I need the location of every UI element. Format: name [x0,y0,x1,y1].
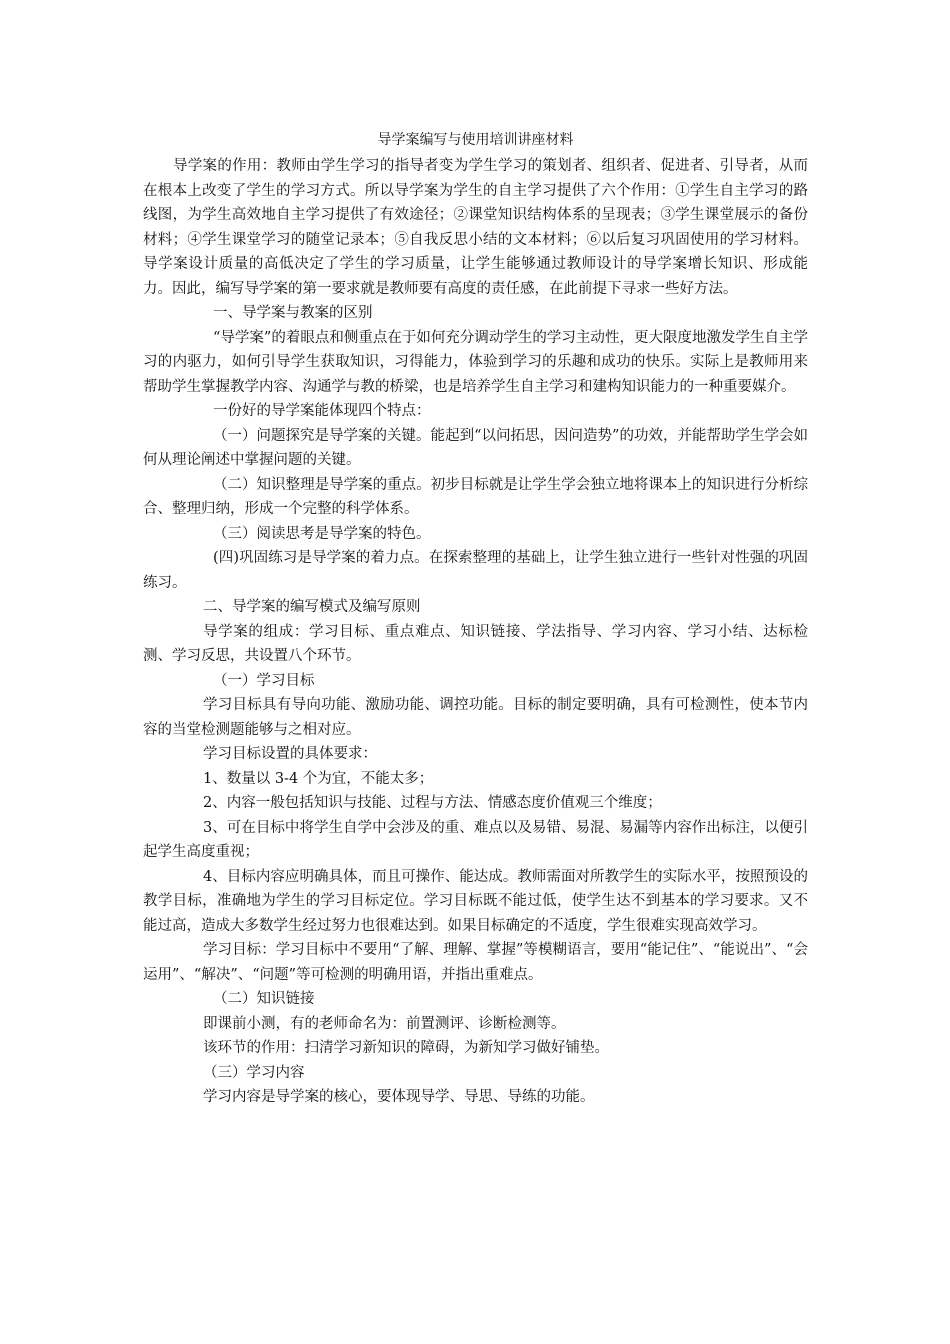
list-item: 3、可在目标中将学生自学中会涉及的重、难点以及易错、易混、易漏等内容作出标注，以便引起学生高度重视； [143,819,808,860]
paragraph: （二）知识整理是导学案的重点。初步目标就是让学生学会独立地将课本上的知识进行分析综合、整理归纳，形成一个完整的科学体系。 [143,476,808,517]
paragraph: 学习目标：学习目标中不要用“了解、理解、掌握”等模糊语言，要用“能记住”、“能说出”、“会运用”、“解决”、“问题”等可检测的明确用语，并指出重难点。 [143,942,808,983]
paragraph: 学习目标具有导向功能、激励功能、调控功能。目标的制定要明确，具有可检测性，使本节内容的当堂检测题能够与之相对应。 [143,697,808,738]
paragraph: 一份好的导学案能体现四个特点： [213,403,431,419]
paragraph: 学习内容是导学案的核心，要体现导学、导思、导练的功能。 [203,1089,595,1105]
paragraph-intro: 导学案的作用：教师由学生学习的指导者变为学生学习的策划者、组织者、促进者、引导者，从而在根本上改变了学生的学习方式。所以导学案为学生的自主学习提供了六个作用：①学生自主学习的路线图，为学生高效地自主学习提供了有效途径；②课堂知识结构体系的呈现表；③学生课堂展示的备份材料；④学生课堂学习的随堂记录本；⑤自我反思小结的文本材料；⑥以后复习巩固使用的学习材料。导学案设计质量的高低决定了学生的学习质量，让学生能够通过教师设计的导学案增长知识、形成能力。因此，编写导学案的第一要求就是教师要有高度的责任感，在此前提下寻求一些好方法。 [143,158,808,297]
document-title: 导学案编写与使用培训讲座材料 [377,132,574,148]
section-heading: 二、导学案的编写模式及编写原则 [203,599,421,615]
paragraph: （三）阅读思考是导学案的特色。 [213,525,431,542]
paragraph: 导学案的组成：学习目标、重点难点、知识链接、学法指导、学习内容、学习小结、达标检测、学习反思，共设置八个环节。 [143,623,808,664]
list-item: 2、内容一般包括知识与技能、过程与方法、情感态度价值观三个维度； [203,795,662,811]
list-item: 1、数量以 3-4 个为宜，不能太多； [203,770,434,787]
list-item: 4、目标内容应明确具体，而且可操作、能达成。教师需面对所教学生的实际水平，按照预设的教学目标，准确地为学生的学习目标定位。学习目标既不能过低，使学生达不到基本的学习要求。又不能过高，造成大多数学生经过努力也很难达到。如果目标确定的不适度，学生很难实现高效学习。 [143,868,808,934]
paragraph: 学习目标设置的具体要求： [203,746,377,762]
document-body [143,128,808,1110]
paragraph: (四)巩固练习是导学案的着力点。在探索整理的基础上，让学生独立进行一些针对性强的巩固练习。 [143,550,808,591]
subsection-heading: （一）学习目标 [213,672,315,689]
subsection-heading: （二）知识链接 [213,991,315,1007]
paragraph: （一）问题探究是导学案的关键。能起到“以问拓思，因问造势”的功效，并能帮助学生学会如何从理论阐述中掌握问题的关键。 [143,427,808,468]
paragraph: 该环节的作用：扫清学习新知识的障碍，为新知学习做好铺垫。 [203,1040,609,1056]
paragraph: “导学案”的着眼点和侧重点在于如何充分调动学生的学习主动性，更大限度地激发学生自主学习的内驱力，如何引导学生获取知识，习得能力，体验到学习的乐趣和成功的快乐。实际上是教师用来帮助学生掌握教学内容、沟通学与教的桥梁，也是培养学生自主学习和建构知识能力的一种重要媒介。 [143,329,808,395]
subsection-heading: （三）学习内容 [203,1064,305,1081]
section-heading: 一、导学案与教案的区别 [213,305,373,321]
paragraph: 即课前小测，有的老师命名为：前置测评、诊断检测等。 [203,1015,566,1032]
